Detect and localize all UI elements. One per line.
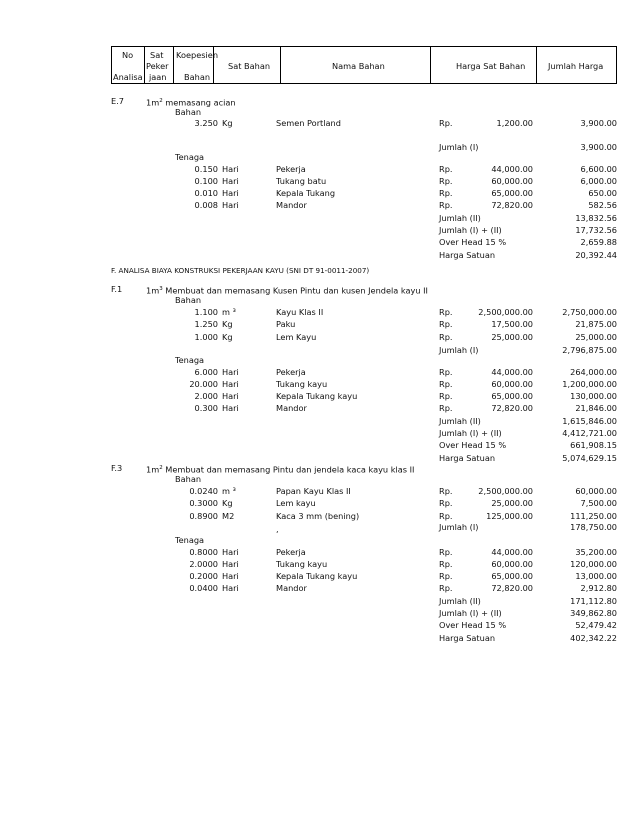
unit-price: 65,000.00 <box>491 391 533 402</box>
summary-value: 2,659.88 <box>580 237 617 248</box>
currency: Rp. <box>439 403 453 414</box>
currency: Rp. <box>439 391 453 402</box>
jumlah1-value: 3,900.00 <box>580 142 617 152</box>
material-name: Mandor <box>276 403 307 414</box>
currency: Rp. <box>439 307 453 317</box>
unit: M2 <box>222 510 235 521</box>
unit: m ³ <box>222 486 236 496</box>
total-price: 120,000.00 <box>570 558 617 569</box>
item-description: Membuat dan memasang Kusen Pintu dan kusen Jendela kayu II <box>165 285 428 296</box>
currency: Rp. <box>439 498 453 509</box>
item-title <box>146 463 414 475</box>
header-jaan: jaan <box>149 72 167 82</box>
unit-price: 25,000.00 <box>491 331 533 342</box>
coefficient: 0.010 <box>194 188 218 199</box>
coefficient: 0.0400 <box>189 583 218 594</box>
total-price: 1,200,000.00 <box>562 378 617 389</box>
summary-label: Jumlah (I) + (II) <box>439 428 502 438</box>
total-price: 6,600.00 <box>580 163 617 174</box>
item-unit: 1m <box>146 464 160 475</box>
header-analisa: Analisa <box>113 72 143 82</box>
unit: Hari <box>222 546 239 557</box>
unit-price: 44,000.00 <box>491 366 533 377</box>
unit: Hari <box>222 163 239 174</box>
summary-label: Over Head 15 % <box>439 440 507 451</box>
material-name: Mandor <box>276 200 307 211</box>
material-name: Mandor <box>276 583 307 594</box>
unit-price: 2,500,000.00 <box>478 307 533 317</box>
material-name: Kepala Tukang kayu <box>276 391 358 402</box>
unit: Hari <box>222 403 239 414</box>
unit: m ³ <box>222 307 236 317</box>
summary-label: Harga Satuan <box>439 632 496 643</box>
currency: Rp. <box>439 163 453 174</box>
currency: Rp. <box>439 366 453 377</box>
jumlah1-label: Jumlah (I) <box>439 345 479 355</box>
coefficient: 2.000 <box>194 391 218 402</box>
material-name: Pekerja <box>276 546 306 557</box>
material-name: Pekerja <box>276 163 306 174</box>
summary-label: Over Head 15 % <box>439 237 507 248</box>
summary-value: 4,412,721.00 <box>562 428 617 438</box>
total-price: 60,000.00 <box>575 486 617 496</box>
material-name: Kaca 3 mm (bening) <box>276 510 360 521</box>
header-koef: Koepesien <box>176 50 219 60</box>
coefficient: 1.100 <box>194 307 218 317</box>
coefficient: 0.8000 <box>189 546 218 557</box>
tenaga-label: Tenaga <box>175 355 205 365</box>
unit: Hari <box>222 366 239 377</box>
unit-price: 1,200.00 <box>496 118 533 128</box>
unit: Hari <box>222 175 239 186</box>
material-name: Pekerja <box>276 366 306 377</box>
unit-price: 44,000.00 <box>491 163 533 174</box>
coefficient: 3.250 <box>194 118 218 128</box>
currency: Rp. <box>439 319 453 330</box>
jumlah1-label: Jumlah (I) <box>439 522 479 532</box>
total-price: 21,846.00 <box>575 403 617 414</box>
unit-price: 65,000.00 <box>491 188 533 199</box>
summary-value: 661,908.15 <box>570 440 617 451</box>
unit: Hari <box>222 571 239 582</box>
unit: Hari <box>222 378 239 389</box>
total-price: 35,200.00 <box>575 546 617 557</box>
currency: Rp. <box>439 118 453 128</box>
material-name: Kayu Klas II <box>276 307 324 317</box>
currency: Rp. <box>439 571 453 582</box>
total-price: 130,000.00 <box>570 391 617 402</box>
unit-price: 60,000.00 <box>491 378 533 389</box>
unit-price: 60,000.00 <box>491 175 533 186</box>
jumlah1-value: 2,796,875.00 <box>562 345 617 355</box>
currency: Rp. <box>439 583 453 594</box>
material-name: Papan Kayu Klas II <box>276 486 351 496</box>
total-price: 7,500.00 <box>580 498 617 509</box>
coefficient: 6.000 <box>194 366 218 377</box>
item-description: memasang acian <box>165 97 236 108</box>
coefficient: 0.2000 <box>189 571 218 582</box>
material-name: Paku <box>276 319 296 330</box>
unit: Hari <box>222 583 239 594</box>
summary-value: 171,112.80 <box>570 595 617 606</box>
item-unit: 1m <box>146 285 160 296</box>
item-unit-exponent: 2 <box>159 98 163 104</box>
unit: Hari <box>222 391 239 402</box>
total-price: 3,900.00 <box>580 118 617 128</box>
currency: Rp. <box>439 200 453 211</box>
material-name: Lem Kayu <box>276 331 317 342</box>
item-title <box>146 284 428 296</box>
header-nama: Nama Bahan <box>332 61 385 71</box>
unit-price: 25,000.00 <box>491 498 533 509</box>
summary-value: 13,832.56 <box>575 212 617 223</box>
unit-price: 17,500.00 <box>491 319 533 330</box>
coefficient: 1.250 <box>194 319 218 330</box>
summary-value: 5,074,629.15 <box>562 452 617 463</box>
summary-value: 17,732.56 <box>575 225 617 235</box>
summary-label: Jumlah (I) + (II) <box>439 608 502 618</box>
unit: Kg <box>222 498 233 509</box>
unit: Hari <box>222 188 239 199</box>
summary-value: 52,479.42 <box>575 620 617 631</box>
currency: Rp. <box>439 486 453 496</box>
jumlah1-value: 178,750.00 <box>570 522 617 532</box>
currency: Rp. <box>439 378 453 389</box>
total-price: 2,912.80 <box>580 583 617 594</box>
header-harga: Harga Sat Bahan <box>456 61 526 71</box>
header-peker: Peker <box>146 61 169 71</box>
header-no: No <box>122 50 134 60</box>
unit: Kg <box>222 118 233 128</box>
summary-label: Jumlah (II) <box>439 212 481 223</box>
header-jumlah: Jumlah Harga <box>548 61 604 71</box>
unit-price: 44,000.00 <box>491 546 533 557</box>
total-price: 650.00 <box>588 188 617 199</box>
unit: Hari <box>222 200 239 211</box>
bahan-label: Bahan <box>175 107 202 117</box>
coefficient: 0.008 <box>194 200 218 211</box>
tenaga-label: Tenaga <box>175 152 205 162</box>
item-unit: 1m <box>146 97 160 108</box>
comma-mark: , <box>276 524 279 534</box>
coefficient: 0.3000 <box>189 498 218 509</box>
total-price: 21,875.00 <box>575 319 617 330</box>
material-name: Lem kayu <box>276 498 316 509</box>
summary-value: 1,615,846.00 <box>562 415 617 426</box>
total-price: 6,000.00 <box>580 175 617 186</box>
material-name: Tukang kayu <box>276 558 328 569</box>
item-unit-exponent: 2 <box>159 465 163 471</box>
unit-price: 72,820.00 <box>491 583 533 594</box>
currency: Rp. <box>439 546 453 557</box>
total-price: 13,000.00 <box>575 571 617 582</box>
currency: Rp. <box>439 510 453 521</box>
header-sat: Sat <box>150 50 164 60</box>
coefficient: 0.150 <box>194 163 218 174</box>
currency: Rp. <box>439 558 453 569</box>
item-title <box>146 96 236 108</box>
coefficient: 0.300 <box>194 403 218 414</box>
section-f-title: F. ANALISA BIAYA KONSTRUKSI PEKERJAAN KAYU (SNI DT 91-0011-2007) <box>111 266 370 275</box>
coefficient: 0.8900 <box>189 510 218 521</box>
currency: Rp. <box>439 188 453 199</box>
summary-label: Harga Satuan <box>439 452 496 463</box>
summary-value: 20,392.44 <box>575 249 617 260</box>
total-price: 111,250.00 <box>570 510 617 521</box>
total-price: 264,000.00 <box>570 366 617 377</box>
summary-label: Harga Satuan <box>439 249 496 260</box>
currency: Rp. <box>439 331 453 342</box>
bahan-label: Bahan <box>175 295 202 305</box>
material-name: Kepala Tukang kayu <box>276 571 358 582</box>
summary-label: Jumlah (II) <box>439 415 481 426</box>
jumlah1-label: Jumlah (I) <box>439 142 479 152</box>
table-header <box>111 46 617 84</box>
unit-price: 2,500,000.00 <box>478 486 533 496</box>
item-code: F.3 <box>111 463 123 473</box>
unit-price: 65,000.00 <box>491 571 533 582</box>
unit-price: 72,820.00 <box>491 200 533 211</box>
item-unit-exponent: 3 <box>159 286 163 292</box>
total-price: 2,750,000.00 <box>562 307 617 317</box>
item-description: Membuat dan memasang Pintu dan jendela kaca kayu klas II <box>165 464 415 475</box>
total-price: 582.56 <box>588 200 617 211</box>
summary-value: 349,862.80 <box>570 608 617 618</box>
unit-price: 125,000.00 <box>486 510 533 521</box>
bahan-label: Bahan <box>175 474 202 484</box>
material-name: Kepala Tukang <box>276 188 336 199</box>
item-code: F.1 <box>111 284 123 294</box>
coefficient: 0.100 <box>194 175 218 186</box>
header-bahan: Bahan <box>184 72 211 82</box>
material-name: Tukang batu <box>276 175 327 186</box>
material-name: Tukang kayu <box>276 378 328 389</box>
summary-value: 402,342.22 <box>570 632 617 643</box>
summary-label: Jumlah (II) <box>439 595 481 606</box>
unit: Hari <box>222 558 239 569</box>
coefficient: 20.000 <box>189 378 218 389</box>
header-satbahan: Sat Bahan <box>228 61 271 71</box>
coefficient: 1.000 <box>194 331 218 342</box>
currency: Rp. <box>439 175 453 186</box>
material-name: Semen Portland <box>276 118 341 128</box>
item-code: E.7 <box>111 96 124 106</box>
unit-price: 60,000.00 <box>491 558 533 569</box>
unit: Kg <box>222 331 233 342</box>
unit: Kg <box>222 319 233 330</box>
summary-label: Jumlah (I) + (II) <box>439 225 502 235</box>
coefficient: 2.0000 <box>189 558 218 569</box>
summary-label: Over Head 15 % <box>439 620 507 631</box>
tenaga-label: Tenaga <box>175 535 205 545</box>
total-price: 25,000.00 <box>575 331 617 342</box>
unit-price: 72,820.00 <box>491 403 533 414</box>
coefficient: 0.0240 <box>189 486 218 496</box>
